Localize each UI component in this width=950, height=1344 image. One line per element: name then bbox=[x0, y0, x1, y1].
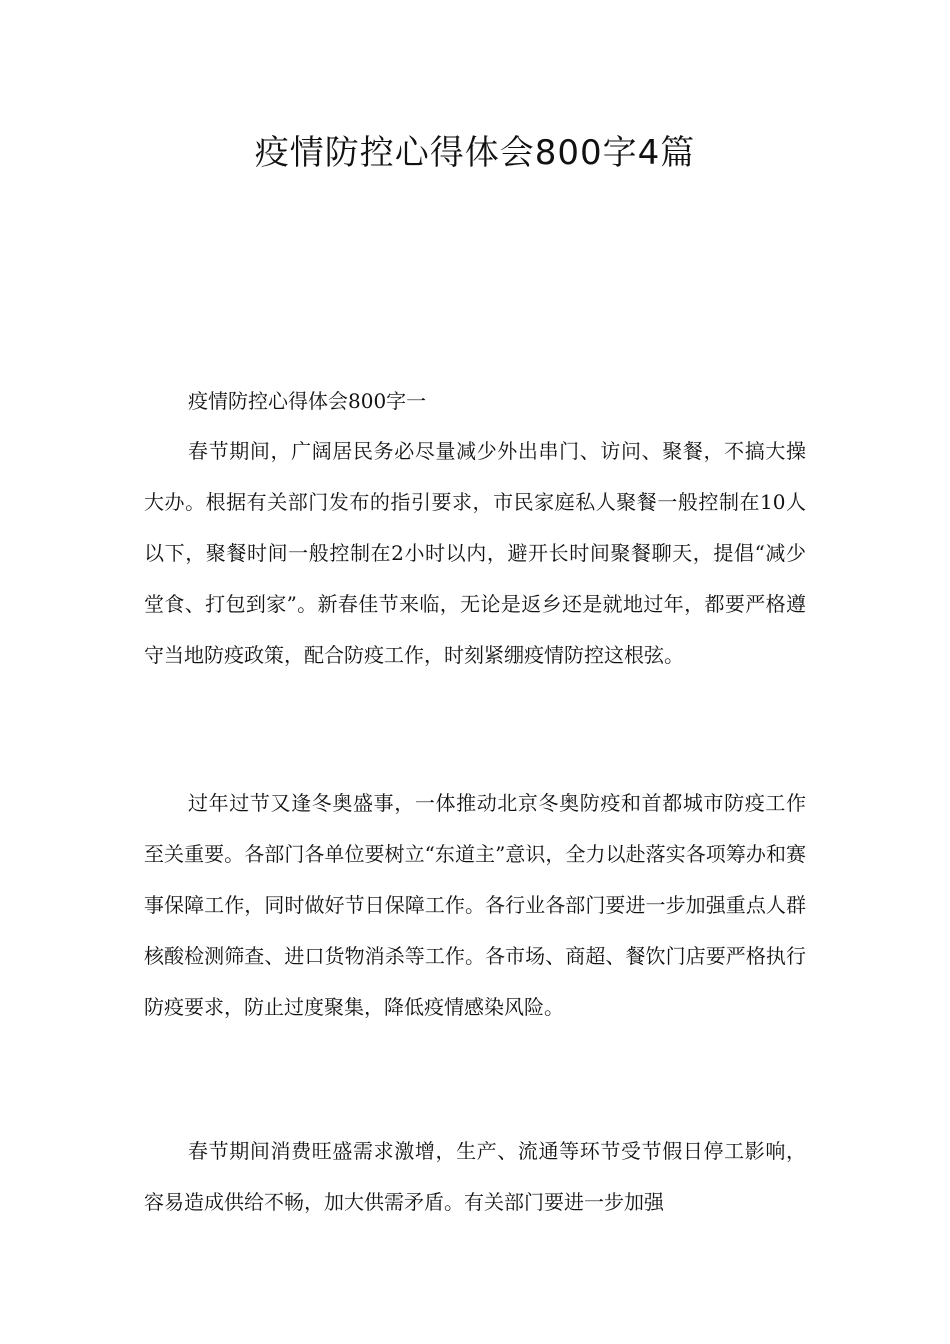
paragraph-3: 春节期间消费旺盛需求激增，生产、流通等环节受节假日停工影响，容易造成供给不畅，加大供需矛盾。有关部门要进一步加强 bbox=[144, 1139, 806, 1214]
paragraph-2: 过年过节又逢冬奥盛事，一体推动北京冬奥防疫和首都城市防疫工作至关重要。各部门各单位要树立“东道主”意识，全力以赴落实各项筹办和赛事保障工作，同时做好节日保障工作。各行业各部门要进一步加强重点人群核酸检测筛查、进口货物消杀等工作。各市场、商超、餐饮门店要严格执行防疫要求，防止过度聚集，降低疫情感染风险。 bbox=[144, 791, 806, 1019]
section-heading: 疫情防控心得体会800字一 bbox=[188, 389, 427, 413]
document-title: 疫情防控心得体会800字4篇 bbox=[254, 133, 696, 173]
paragraph-1: 春节期间，广阔居民务必尽量减少外出串门、访问、聚餐，不搞大操大办。根据有关部门发布的指引要求，市民家庭私人聚餐一般控制在10人以下，聚餐时间一般控制在2小时以内，避开长时间聚餐聊天，提倡“减少堂食、打包到家”。新春佳节来临，无论是返乡还是就地过年，都要严格遵守当地防疫政策，配合防疫工作，时刻紧绷疫情防控这根弦。 bbox=[144, 439, 806, 667]
